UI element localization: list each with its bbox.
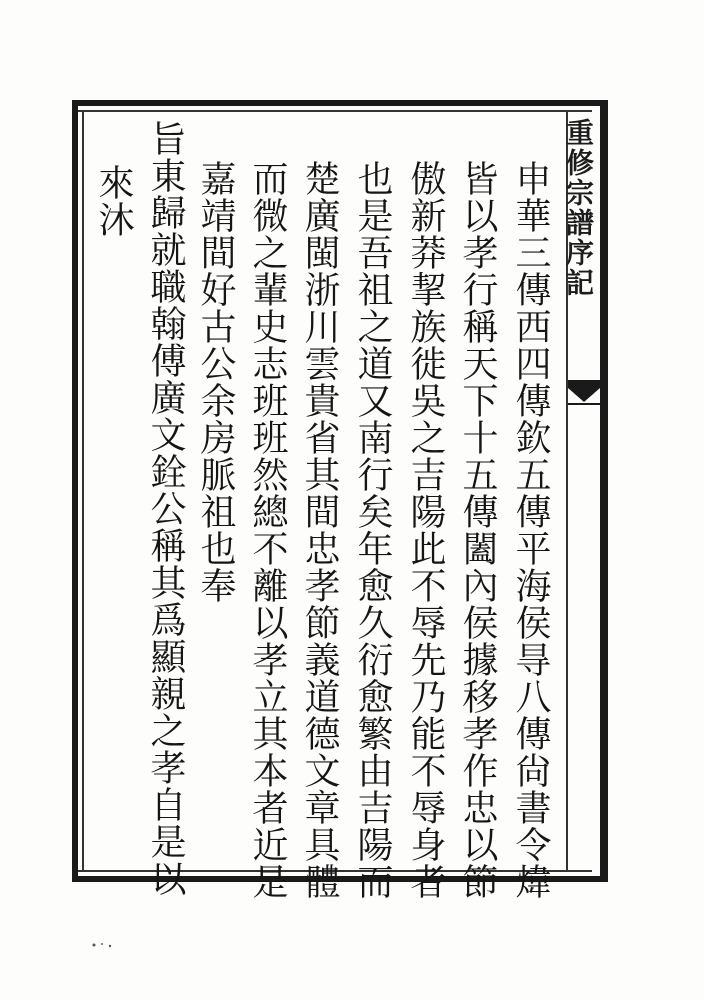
frame-top-border — [72, 100, 607, 106]
text-column-5: 楚廣閩浙川雲貴省其間忠孝節義道德文章具體 — [299, 160, 340, 900]
frame-top-inner-border — [72, 110, 592, 112]
text-column-2: 皆以孝行稱天下十五傳闔內侯據移孝作忠以節 — [457, 160, 498, 900]
text-column-4: 也是吾祖之道又南行矣年愈久衍愈繁由吉陽而 — [352, 160, 393, 900]
center-fold-strip — [562, 112, 600, 870]
ink-speck-marks — [90, 940, 120, 950]
fishtail-mark — [568, 380, 600, 406]
text-column-3: 傲新莽挈族徙吳之吉陽此不辱先乃能不辱身者 — [405, 160, 446, 900]
frame-left-inner-border — [82, 110, 84, 872]
text-column-8: 旨東歸就職翰傅廣文銓公稱其爲顯親之孝自是以 — [145, 120, 186, 897]
frame-right-border — [600, 100, 608, 882]
frame-left-border — [72, 100, 78, 882]
text-column-7: 嘉靖間好古公余房脈祖也奉 — [195, 160, 236, 604]
text-column-9: 來沐 — [93, 164, 134, 238]
banxin-title: 重修宗譜序記 — [562, 118, 595, 298]
text-column-6: 而微之輩史志班班然總不離以孝立其本者近是 — [247, 160, 288, 900]
text-column-1: 申華三傳西四傳欽五傳平海侯㝵八傳尙書令煒 — [510, 160, 551, 900]
